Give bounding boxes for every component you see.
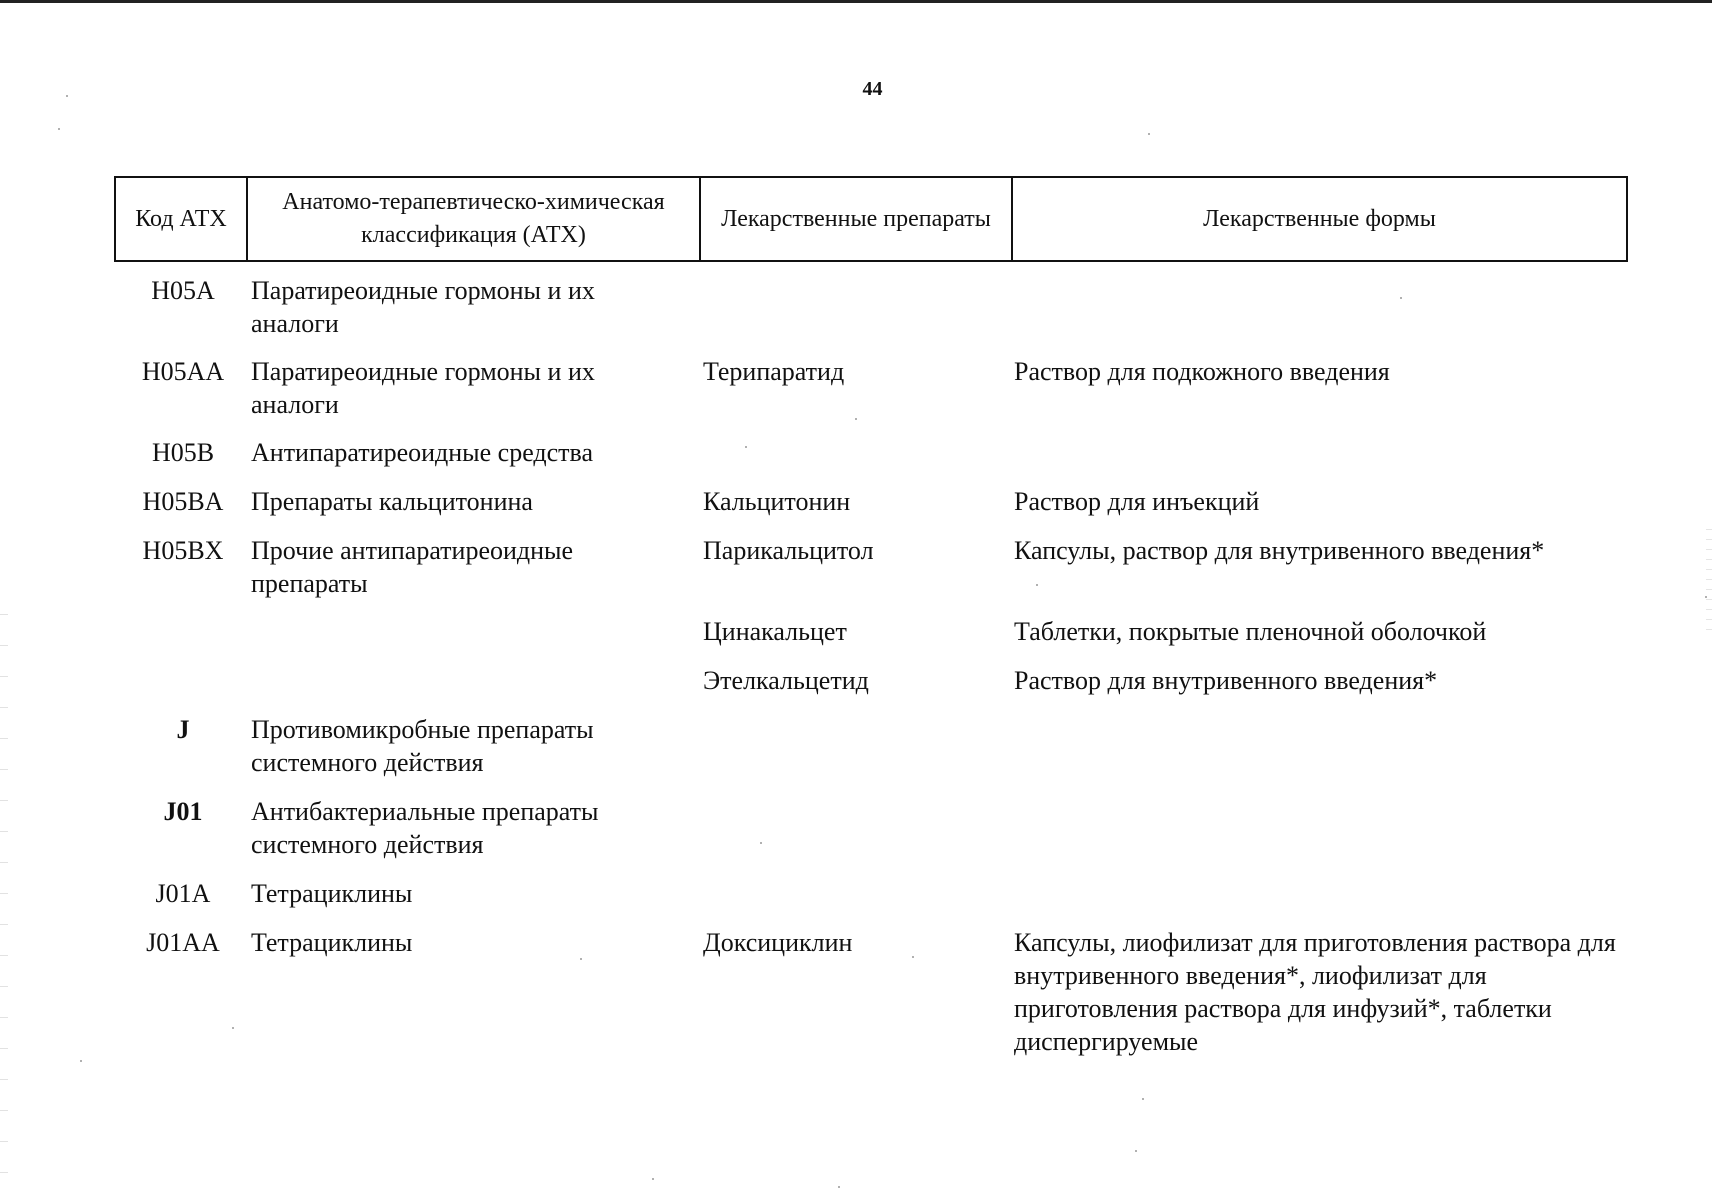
dosage-forms: Раствор для инъекций (1014, 487, 1260, 516)
scan-speck (1142, 1098, 1144, 1100)
scan-speck (760, 842, 762, 844)
table-row (114, 534, 1628, 600)
atx-table (114, 176, 1628, 1058)
dosage-forms: Капсулы, лиофилизат для приготовления раствора для внутривенного введения*, лиофилизат для приготовления раствора для инфузий*, таблетки диспергируемые (1014, 928, 1616, 1056)
drug-name: Парикальцитол (703, 536, 874, 565)
atx-classification (244, 615, 697, 648)
atx-classification: Тетрациклины (251, 928, 413, 957)
atx-classification: Тетрациклины (251, 879, 413, 908)
atx-classification: Паратиреоидные гормоны и их аналоги (251, 276, 595, 338)
header-classification: Анатомо-терапевтическо-химическая классификация (АТХ) (246, 178, 699, 260)
atx-code: H05BX (142, 536, 224, 565)
table-row (114, 436, 1628, 469)
scan-speck (80, 1060, 82, 1062)
scan-edge-noise-right (1706, 520, 1712, 630)
atx-code: H05BA (142, 487, 224, 516)
drug-name (697, 274, 1009, 340)
atx-code: J01AA (146, 928, 220, 957)
scan-speck (66, 95, 68, 97)
scan-speck (745, 446, 747, 448)
dosage-forms: Раствор для внутривенного введения* (1014, 666, 1438, 695)
header-drugs: Лекарственные препараты (699, 178, 1011, 260)
atx-code: H05AA (141, 357, 225, 386)
scan-speck (652, 1178, 654, 1180)
scan-speck (1036, 584, 1038, 586)
dosage-forms (1009, 436, 1624, 469)
table-row (114, 926, 1628, 1058)
atx-classification: Паратиреоидные гормоны и их аналоги (251, 357, 595, 419)
scan-edge-noise (0, 600, 8, 1200)
atx-code (114, 615, 244, 648)
atx-code: J01 (163, 797, 203, 826)
dosage-forms (1009, 274, 1624, 340)
dosage-forms: Таблетки, покрытые пленочной оболочкой (1014, 617, 1487, 646)
table-row (114, 355, 1628, 421)
scan-speck (1148, 133, 1150, 135)
drug-name: Этелкальцетид (703, 666, 869, 695)
atx-classification: Прочие антипаратиреоидные препараты (251, 536, 574, 598)
table-row (114, 485, 1628, 518)
dosage-forms (1009, 877, 1624, 910)
table-row (114, 615, 1628, 648)
atx-classification (244, 664, 697, 697)
drug-name: Цинакальцет (703, 617, 847, 646)
drug-name (697, 713, 1009, 779)
page-number: 44 (862, 78, 883, 100)
scan-speck (855, 418, 857, 420)
atx-code: H05B (151, 438, 215, 467)
scan-speck (1400, 297, 1402, 299)
dosage-forms (1009, 795, 1624, 861)
table-row (114, 795, 1628, 861)
scan-speck (232, 1027, 234, 1029)
scan-speck (580, 958, 582, 960)
scan-speck (912, 956, 914, 958)
scan-speck (838, 1186, 840, 1188)
atx-code: H05A (151, 276, 215, 305)
drug-name (697, 436, 1009, 469)
dosage-forms (1009, 713, 1624, 779)
atx-code: J01A (155, 879, 211, 908)
drug-name: Кальцитонин (703, 487, 851, 516)
table-row (114, 713, 1628, 779)
scan-top-border (0, 0, 1712, 3)
drug-name: Доксициклин (703, 928, 853, 957)
atx-code (114, 664, 244, 697)
table-row (114, 274, 1628, 340)
atx-classification: Препараты кальцитонина (251, 487, 533, 516)
header-code: Код АТХ (135, 205, 227, 232)
header-forms: Лекарственные формы (1011, 178, 1626, 260)
atx-code: J (176, 715, 190, 744)
scan-speck (1135, 1150, 1137, 1152)
atx-classification: Антибактериальные препараты системного действия (251, 797, 599, 859)
atx-classification: Антипаратиреоидные средства (251, 438, 594, 467)
table-body (114, 262, 1628, 1058)
scan-speck (58, 128, 60, 130)
atx-classification: Противомикробные препараты системного действия (251, 715, 594, 777)
table-row (114, 877, 1628, 910)
table-header (114, 176, 1628, 262)
drug-name (697, 795, 1009, 861)
drug-name (697, 877, 1009, 910)
scan-speck (1705, 596, 1707, 598)
drug-name: Терипаратид (703, 357, 845, 386)
table-row (114, 664, 1628, 697)
dosage-forms: Раствор для подкожного введения (1014, 357, 1390, 386)
dosage-forms: Капсулы, раствор для внутривенного введения* (1014, 536, 1545, 565)
